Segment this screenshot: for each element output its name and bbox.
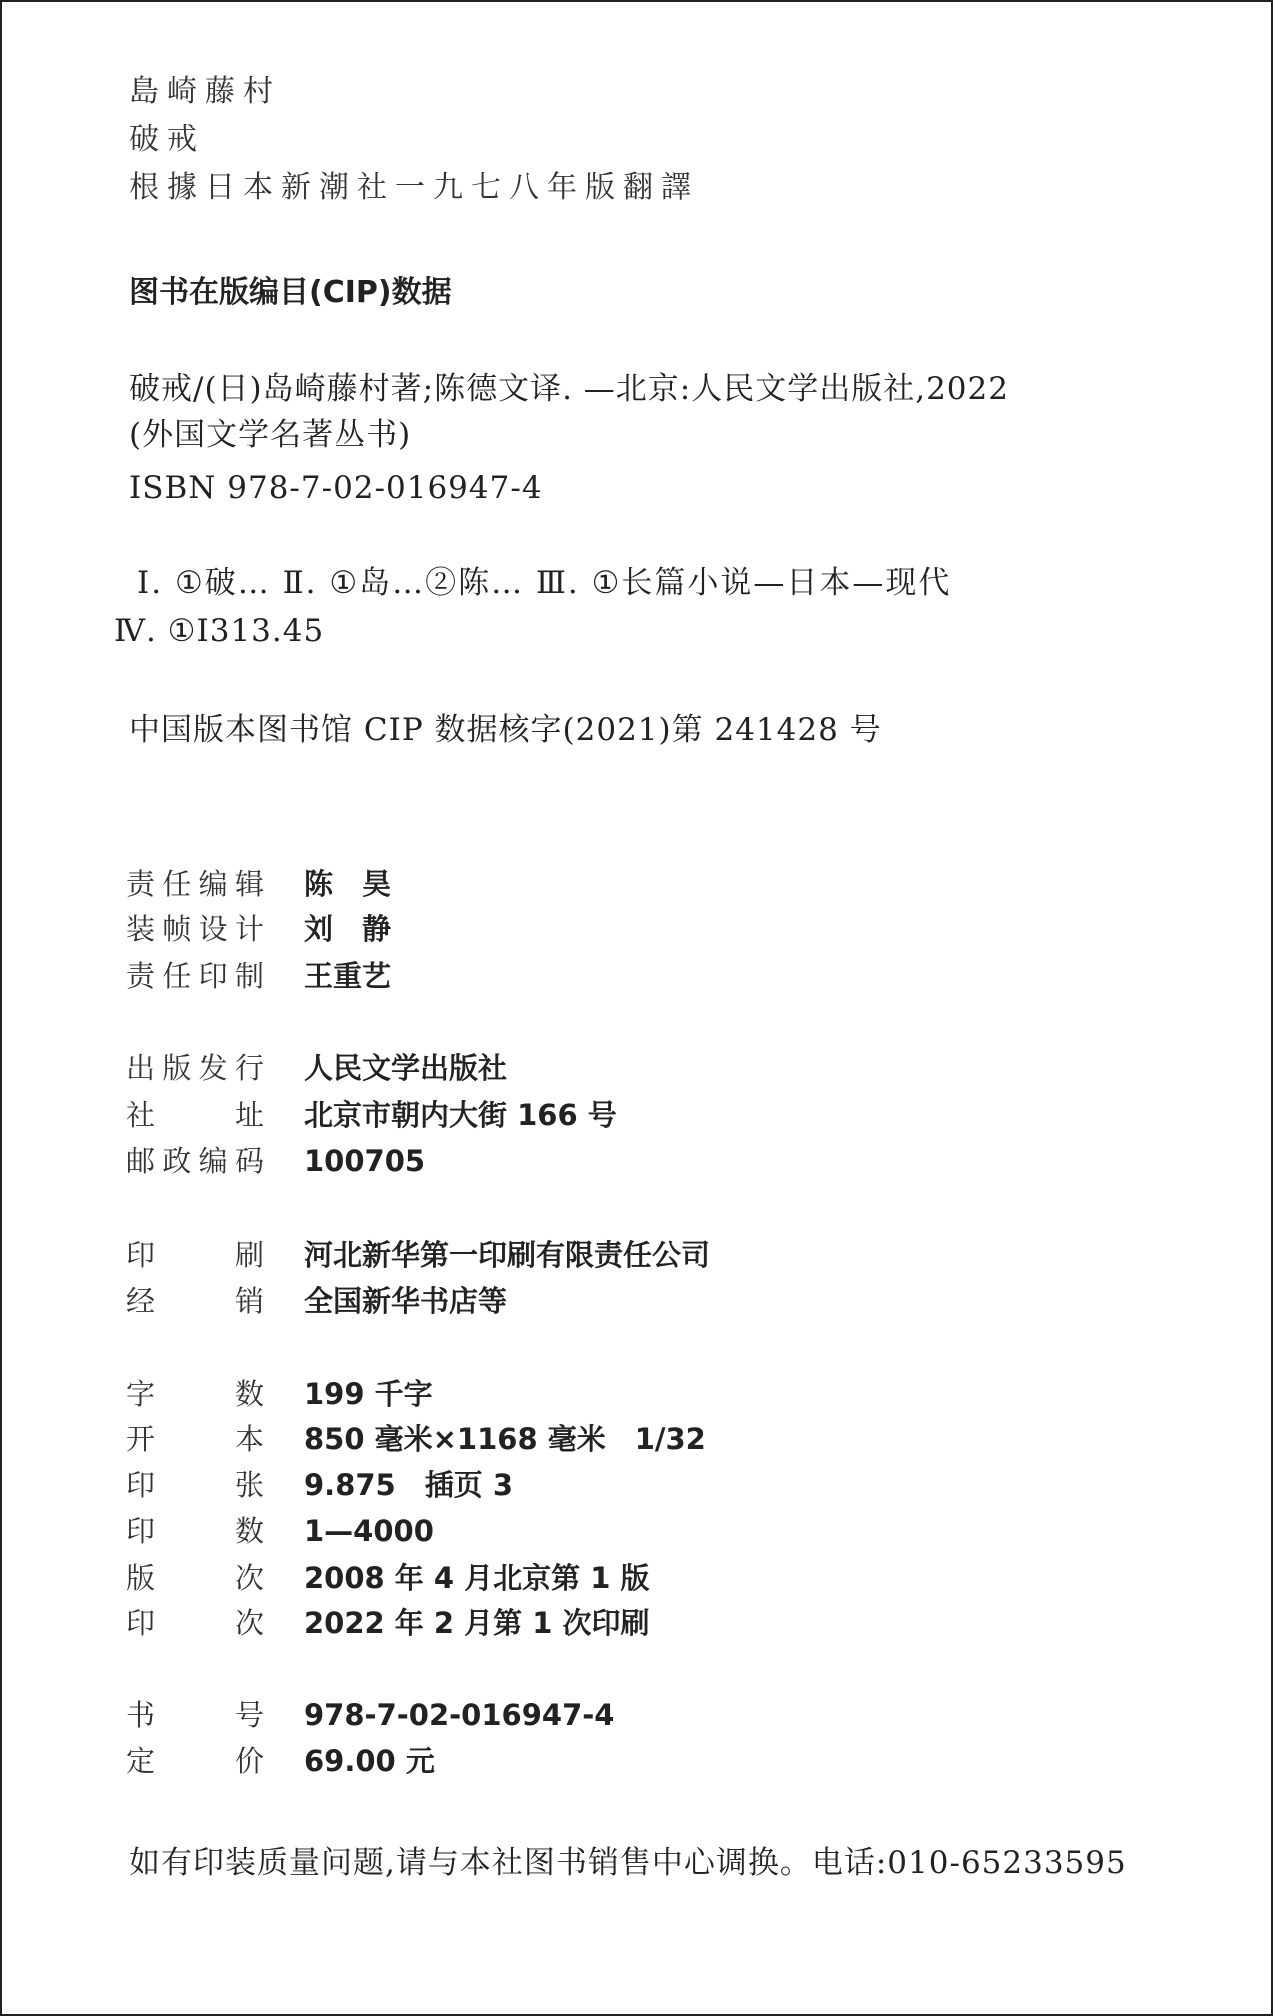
credit-value: 199 千字: [304, 1377, 433, 1411]
credit-label-char: 数: [234, 1514, 264, 1548]
credit-label: [126, 867, 264, 901]
credit-label-char: 印: [126, 1514, 156, 1548]
credit-label: [126, 1284, 264, 1318]
credit-value: 全国新华书店等: [304, 1284, 508, 1318]
credit-label-char: 销: [234, 1284, 264, 1318]
credit-row: [126, 1698, 615, 1732]
cip-isbn: ISBN 978-7-02-016947-4: [129, 470, 543, 506]
credit-row: [126, 1238, 711, 1272]
credit-value: 100705: [304, 1144, 426, 1178]
credit-value: 人民文学出版社: [304, 1051, 508, 1085]
footer-note: 如有印装质量问题,请与本社图书销售中心调换。电话:010-65233595: [129, 1845, 1127, 1881]
credit-label: [126, 1698, 264, 1732]
credit-row: [126, 1606, 650, 1640]
credit-label-char: 出: [126, 1051, 156, 1085]
credit-label-char: 印: [198, 959, 228, 993]
cip-heading: 图书在版编目(CIP)数据: [129, 275, 452, 310]
credit-label-char: 次: [234, 1561, 264, 1595]
credit-label: [126, 1144, 264, 1178]
credit-label-char: 价: [234, 1744, 264, 1778]
credit-label: [126, 1514, 264, 1548]
cip-subject-line1: Ⅰ. ①破… Ⅱ. ①岛…②陈… Ⅲ. ①长篇小说—日本—现代: [137, 565, 952, 601]
credit-label-char: 责: [126, 867, 156, 901]
credit-label: [126, 1606, 264, 1640]
credit-row: [126, 1561, 650, 1595]
credit-label-char: 版: [162, 1051, 192, 1085]
credit-label-char: 责: [126, 959, 156, 993]
credit-label-char: 社: [126, 1098, 156, 1132]
credit-label-char: 印: [126, 1468, 156, 1502]
credit-label-char: 版: [126, 1561, 156, 1595]
credit-row: [126, 912, 392, 946]
credit-label: [126, 1422, 264, 1456]
credit-value: 1—4000: [304, 1514, 434, 1548]
credit-label: [126, 1238, 264, 1272]
credit-label: [126, 1744, 264, 1778]
credit-row: [126, 1051, 508, 1085]
credit-label-char: 制: [234, 959, 264, 993]
credit-label-char: 开: [126, 1422, 156, 1456]
credit-label-char: 行: [234, 1051, 264, 1085]
credit-label-char: 邮: [126, 1144, 156, 1178]
credit-label-char: 设: [198, 912, 228, 946]
credit-row: [126, 1744, 435, 1778]
credit-label: [126, 1468, 264, 1502]
credit-label: [126, 912, 264, 946]
credit-label: [126, 1377, 264, 1411]
credit-value: 978-7-02-016947-4: [304, 1698, 615, 1732]
source-note: 根據日本新潮社一九七八年版翻譯: [129, 170, 699, 205]
credit-label-char: 张: [234, 1468, 264, 1502]
credit-label-char: 印: [126, 1238, 156, 1272]
credit-label-char: 经: [126, 1284, 156, 1318]
cip-entry-line1: 破戒/(日)岛崎藤村著;陈德文译. —北京:人民文学出版社,2022: [129, 371, 1009, 407]
credit-value: 9.875 插页 3: [304, 1468, 514, 1502]
credit-label-char: 任: [162, 867, 192, 901]
credit-label-char: 字: [126, 1377, 156, 1411]
credit-value: 北京市朝内大街 166 号: [304, 1098, 617, 1132]
credit-label-char: 编: [198, 867, 228, 901]
credit-label: [126, 1561, 264, 1595]
credit-label: [126, 959, 264, 993]
credit-value: 850 毫米×1168 毫米 1/32: [304, 1422, 706, 1456]
credit-label-char: 任: [162, 959, 192, 993]
credit-value: 2022 年 2 月第 1 次印刷: [304, 1606, 650, 1640]
credit-row: [126, 959, 392, 993]
credit-row: [126, 1098, 617, 1132]
credit-label-char: 数: [234, 1377, 264, 1411]
credit-label-char: 本: [234, 1422, 264, 1456]
cip-entry-line2: (外国文学名著丛书): [129, 417, 412, 453]
cip-subject-line2: Ⅳ. ①I313.45: [114, 613, 325, 649]
credit-value: 2008 年 4 月北京第 1 版: [304, 1561, 650, 1595]
credit-label-char: 编: [198, 1144, 228, 1178]
credit-row: [126, 1377, 433, 1411]
credit-label-char: 政: [162, 1144, 192, 1178]
credit-label-char: 发: [198, 1051, 228, 1085]
credit-value: 陈 昊: [304, 867, 392, 901]
credit-label-char: 号: [234, 1698, 264, 1732]
credit-label-char: 帧: [162, 912, 192, 946]
original-author: 島崎藤村: [129, 74, 281, 109]
credit-value: 刘 静: [304, 912, 392, 946]
original-title: 破戒: [129, 122, 205, 157]
credit-label-char: 定: [126, 1744, 156, 1778]
credit-label-char: 码: [234, 1144, 264, 1178]
credit-label-char: 装: [126, 912, 156, 946]
credit-label: [126, 1051, 264, 1085]
credit-value: 69.00 元: [304, 1744, 435, 1778]
credit-label-char: 次: [234, 1606, 264, 1640]
credit-label-char: 计: [234, 912, 264, 946]
credit-label-char: 辑: [234, 867, 264, 901]
credit-row: [126, 1468, 514, 1502]
credit-row: [126, 1144, 426, 1178]
credit-row: [126, 1422, 706, 1456]
credit-label-char: 书: [126, 1698, 156, 1732]
credit-row: [126, 867, 392, 901]
credit-label-char: 刷: [234, 1238, 264, 1272]
credit-label-char: 址: [234, 1098, 264, 1132]
cip-verification: 中国版本图书馆 CIP 数据核字(2021)第 241428 号: [129, 712, 882, 748]
credit-row: [126, 1514, 434, 1548]
credit-row: [126, 1284, 508, 1318]
credit-value: 王重艺: [304, 959, 392, 993]
credit-label-char: 印: [126, 1606, 156, 1640]
credit-label: [126, 1098, 264, 1132]
credit-value: 河北新华第一印刷有限责任公司: [304, 1238, 711, 1272]
